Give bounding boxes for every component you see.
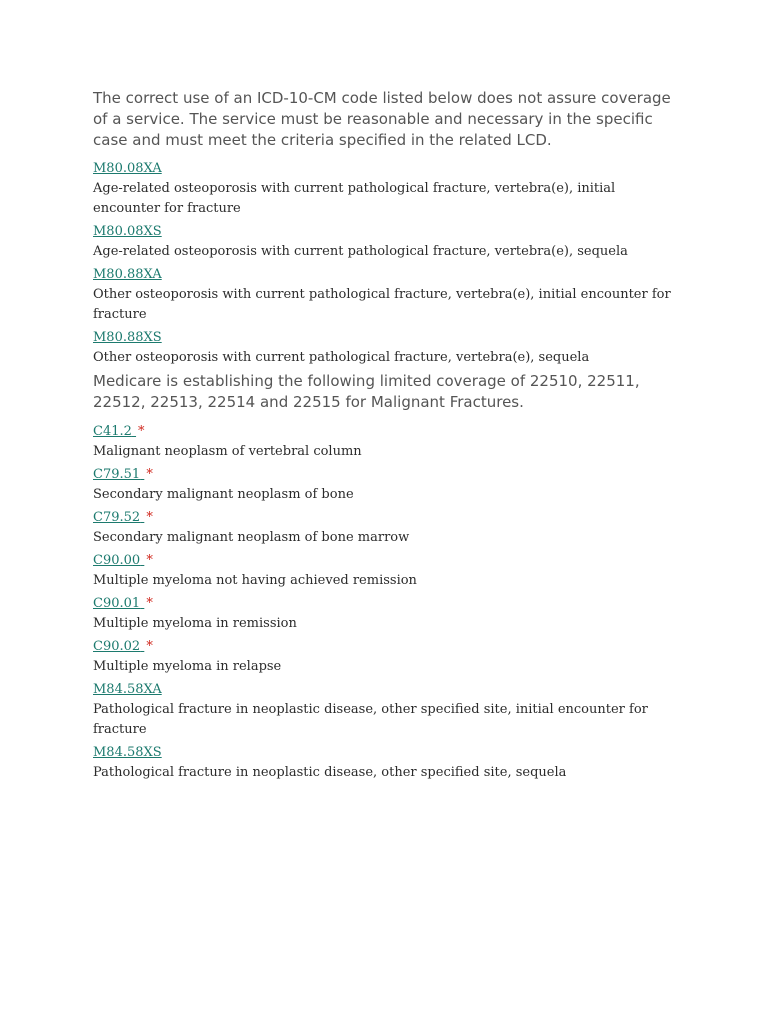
code-link-m80-08xs[interactable]: M80.08XS — [93, 224, 162, 239]
list-item — [93, 422, 678, 462]
required-asterisk: * — [146, 596, 153, 611]
code-text: C90.00 — [93, 553, 141, 568]
list-item — [93, 328, 678, 368]
code-link-c79-52[interactable] — [93, 509, 144, 527]
coverage-disclaimer: The correct use of an ICD-10-CM code listed below does not assure coverage of a service. The service must be reasonable and necessary in the specific case and must meet the criteria specified in the related LCD. — [93, 89, 671, 149]
code-link-c90-00[interactable] — [93, 552, 144, 570]
code-text: C90.02 — [93, 639, 141, 654]
code-description: Pathological fracture in neoplastic disease, other specified site, initial encounter for fracture — [93, 702, 648, 737]
required-asterisk: * — [146, 639, 153, 654]
code-description: Other osteoporosis with current pathological fracture, vertebra(e), sequela — [93, 350, 590, 365]
code-text: C90.01 — [93, 596, 141, 611]
code-link-c90-01[interactable] — [93, 595, 144, 613]
code-description: Secondary malignant neoplasm of bone — [93, 487, 354, 502]
code-description: Age-related osteoporosis with current pathological fracture, vertebra(e), initial encounter for fracture — [93, 181, 616, 216]
required-asterisk: * — [146, 553, 153, 568]
code-description: Other osteoporosis with current pathological fracture, vertebra(e), initial encounter for fracture — [93, 287, 671, 322]
code-link-c90-02[interactable] — [93, 638, 144, 656]
code-text: C79.51 — [93, 467, 141, 482]
malignant-fracture-coverage-note: Medicare is establishing the following limited coverage of 22510, 22511, 22512, 22513, 22514 and 22515 for Malignant Fractures. — [93, 372, 640, 411]
code-text: C79.52 — [93, 510, 141, 525]
required-asterisk: * — [138, 424, 145, 439]
list-item — [93, 743, 678, 783]
code-text: C41.2 — [93, 424, 132, 439]
code-description: Pathological fracture in neoplastic disease, other specified site, sequela — [93, 765, 567, 780]
list-item — [93, 222, 678, 262]
code-link-m84-58xa[interactable]: M84.58XA — [93, 682, 162, 697]
list-item — [93, 680, 678, 740]
code-link-m80-88xa[interactable]: M80.88XA — [93, 267, 162, 282]
code-description: Malignant neoplasm of vertebral column — [93, 444, 362, 459]
list-item — [93, 551, 678, 591]
list-item — [93, 637, 678, 677]
code-link-c79-51[interactable] — [93, 466, 144, 484]
document-body — [93, 88, 678, 786]
malignant-code-list — [93, 422, 678, 783]
code-link-m80-88xs[interactable]: M80.88XS — [93, 330, 162, 345]
required-asterisk: * — [146, 467, 153, 482]
list-item — [93, 465, 678, 505]
code-description: Age-related osteoporosis with current pathological fracture, vertebra(e), sequela — [93, 244, 628, 259]
code-description: Multiple myeloma in remission — [93, 616, 297, 631]
list-item — [93, 594, 678, 634]
code-description: Secondary malignant neoplasm of bone marrow — [93, 530, 410, 545]
required-asterisk: * — [146, 510, 153, 525]
list-item — [93, 265, 678, 325]
code-description: Multiple myeloma in relapse — [93, 659, 282, 674]
code-description: Multiple myeloma not having achieved remission — [93, 573, 417, 588]
list-item — [93, 508, 678, 548]
code-link-m80-08xa[interactable]: M80.08XA — [93, 161, 162, 176]
code-link-m84-58xs[interactable]: M84.58XS — [93, 745, 162, 760]
osteoporosis-code-list — [93, 159, 678, 368]
code-link-c41-2[interactable] — [93, 423, 136, 441]
list-item — [93, 159, 678, 219]
